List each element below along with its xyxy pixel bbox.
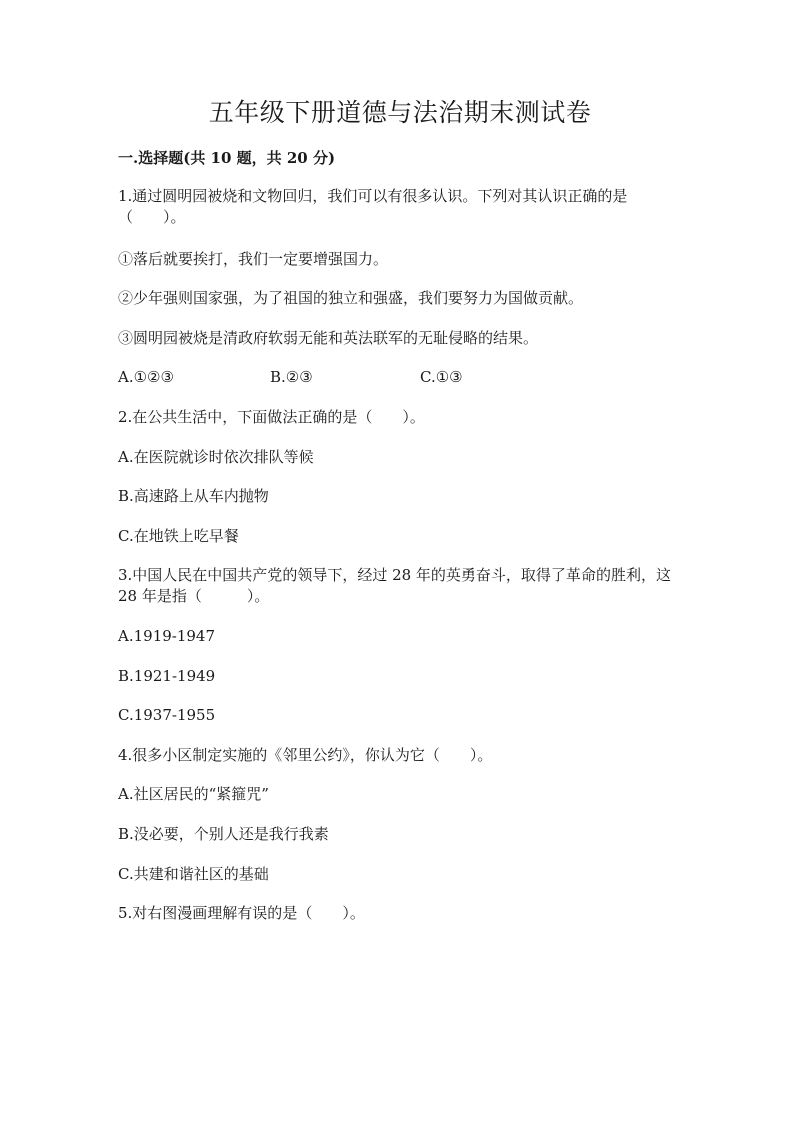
question-3-option-b: B.1921-1949	[118, 667, 216, 685]
question-4-stem: 4.很多小区制定实施的《邻里公约》，你认为它（ ）。	[118, 746, 493, 764]
question-3-option-c: C.1937-1955	[118, 706, 216, 724]
question-4-option-b: B.没必要，个别人还是我行我素	[118, 825, 329, 843]
section-header: 一.选择题(共 10 题，共 20 分)	[118, 149, 336, 167]
question-1-statement-1: ①落后就要挨打，我们一定要增强国力。	[118, 250, 389, 268]
question-2-option-c: C.在地铁上吃早餐	[118, 527, 239, 545]
exam-title: 五年级下册道德与法治期末测试卷	[208, 98, 592, 127]
question-1-option-b: B.②③	[270, 368, 313, 386]
question-1-option-a: A.①②③	[118, 368, 174, 386]
question-2-stem: 2.在公共生活中，下面做法正确的是（ ）。	[118, 408, 425, 426]
question-1-options	[118, 366, 678, 388]
question-2-option-b: B.高速路上从车内抛物	[118, 487, 269, 505]
question-3-option-a: A.1919-1947	[118, 627, 216, 645]
question-1-stem: 1.通过圆明园被烧和文物回归，我们可以有很多认识。下列对其认识正确的是（ ）。	[118, 187, 628, 226]
question-1-statement-3: ③圆明园被烧是清政府软弱无能和英法联军的无耻侵略的结果。	[118, 329, 539, 347]
question-1-option-c: C.①③	[420, 368, 463, 386]
question-3-stem: 3.中国人民在中国共产党的领导下，经过 28 年的英勇奋斗，取得了革命的胜利，这 28 年是指（ ）。	[118, 566, 671, 605]
question-4-option-a: A.社区居民的“紧箍咒”	[118, 785, 269, 803]
question-5-stem: 5.对右图漫画理解有误的是（ ）。	[118, 904, 365, 922]
question-1-statement-2: ②少年强则国家强，为了祖国的独立和强盛，我们要努力为国做贡献。	[118, 289, 584, 307]
question-4-option-c: C.共建和谐社区的基础	[118, 865, 269, 883]
question-2-option-a: A.在医院就诊时依次排队等候	[118, 448, 314, 466]
